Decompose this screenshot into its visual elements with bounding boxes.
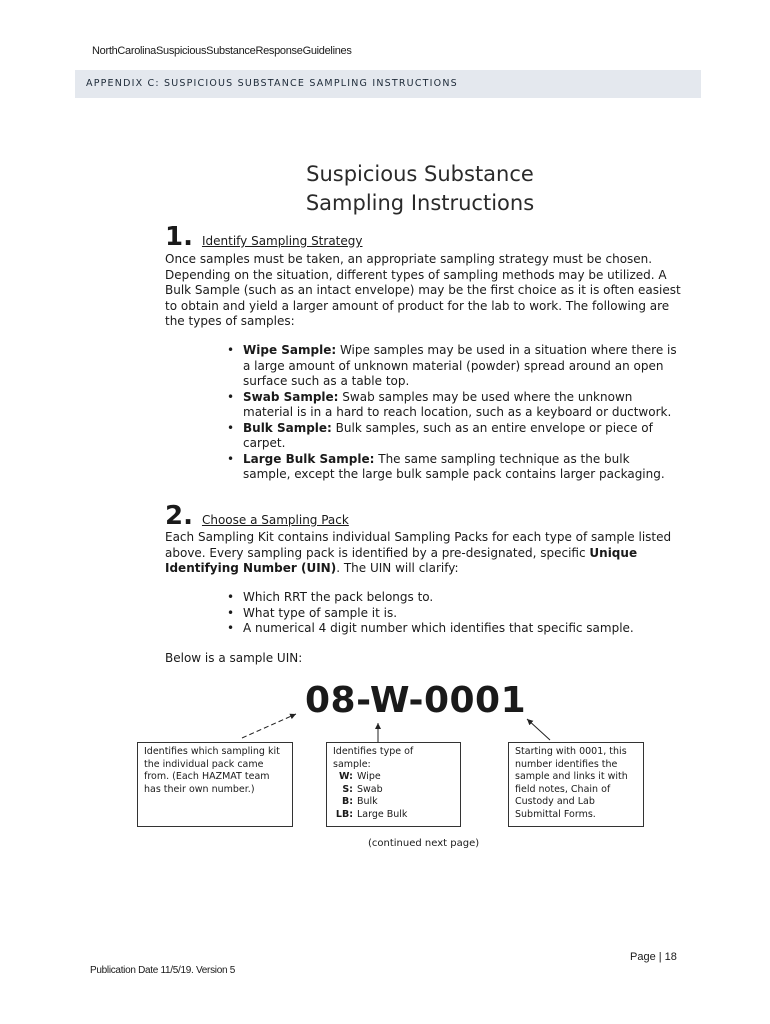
paragraph-text: Each Sampling Kit contains individual Sampling Packs for each type of sample listed above. Every sampling pack is identified by a pre-designated, specific <box>165 530 672 560</box>
section-1-paragraph: Once samples must be taken, an appropriate sampling strategy must be chosen. Depending on the situation, different types of sampling methods may be utilized. A Bulk Sample (such as an intact envelope) may be the first choice as it is often easiest to obtain and yield a larger amount of product for the lab to work. The following are the types of samples: <box>165 252 681 328</box>
bullet-text: Bulk samples, such as an entire envelope or piece of carpet. <box>243 420 653 450</box>
running-header: NorthCarolinaSuspiciousSubstanceResponseGuidelines <box>92 45 352 57</box>
list-item: • Bulk Sample: Bulk samples, such as an entire envelope or piece of carpet. <box>227 420 653 450</box>
bullet-text: Swab samples may be used where the unknown material is in a hard to reach location, such as a keyboard or ductwork. <box>243 389 672 419</box>
section-1-number: 1. <box>165 222 193 252</box>
continued-note: (continued next page) <box>368 838 480 849</box>
callout-sample-type-title: Identifies type of sample: <box>333 746 414 770</box>
bullet-text: A numerical 4 digit number which identifies that specific sample. <box>243 621 634 635</box>
arrow-left <box>242 714 296 738</box>
bullet-text: The same sampling technique as the bulk sample, except the large bulk sample pack contains larger packaging. <box>243 451 665 481</box>
publication-footer: Publication Date 11/5/19. Version 5 <box>90 965 235 976</box>
bullet-term: Swab Sample: <box>243 389 339 404</box>
section-1-title: Identify Sampling Strategy <box>201 234 363 248</box>
callout-team-number: Identifies which sampling kit the individual pack came from. (Each HAZMAT team has their own number.) <box>137 742 293 827</box>
bullet-term: Large Bulk Sample: <box>243 451 375 466</box>
title-line-1: Suspicious Substance <box>306 162 534 186</box>
list-item: • Large Bulk Sample: The same sampling technique as the bulk sample, except the large bulk sample pack contains larger packaging. <box>227 451 665 481</box>
bullet-term: Bulk Sample: <box>243 420 332 435</box>
uin-term: Unique Identifying Number (UIN) <box>165 545 638 575</box>
section-2-number: 2. <box>165 501 193 531</box>
sample-type-item: S: Swab <box>342 783 383 795</box>
sample-type-item: B: Bulk <box>341 796 378 807</box>
sample-type-item: LB: Large Bulk <box>335 808 408 820</box>
list-item: • A numerical 4 digit number which identifies that specific sample. <box>227 621 634 635</box>
bullet-term: Wipe Sample: <box>243 343 337 357</box>
bullet-text: Wipe samples may be used in a situation where there is a large amount of unknown material (powder) spread around an open surface such as a table top. <box>243 343 677 388</box>
callout-sample-number: Starting with 0001, this number identifies the sample and links it with field notes, Chain of Custody and Lab Submittal Forms. <box>508 742 644 827</box>
arrow-right <box>527 719 550 740</box>
paragraph-text: . The UIN will clarify: <box>336 561 459 575</box>
sample-uin: 08-W-0001 <box>305 680 527 721</box>
sample-uin-intro: Below is a sample UIN: <box>165 651 303 665</box>
title-line-2: Sampling Instructions <box>305 191 535 215</box>
list-item: • Swab Sample: Swab samples may be used where the unknown material is in a hard to reach location, such as a keyboard or ductwork. <box>227 389 672 419</box>
page-number: Page | 18 <box>630 951 677 963</box>
list-item: • Wipe Sample: Wipe samples may be used in a situation where there is a large amount of unknown material (powder) spread around an open surface such as a table top. <box>227 343 677 388</box>
callout-sample-type <box>326 742 461 827</box>
section-2-title: Choose a Sampling Pack <box>201 513 349 527</box>
list-item: • What type of sample it is. <box>227 605 398 620</box>
bullet-text: What type of sample it is. <box>243 605 398 620</box>
list-item: • Which RRT the pack belongs to. <box>227 590 434 604</box>
appendix-heading: APPENDIX C: SUSPICIOUS SUBSTANCE SAMPLING INSTRUCTIONS <box>75 70 701 98</box>
sample-type-item: W: Wipe <box>339 771 381 782</box>
bullet-text: Which RRT the pack belongs to. <box>243 590 434 604</box>
